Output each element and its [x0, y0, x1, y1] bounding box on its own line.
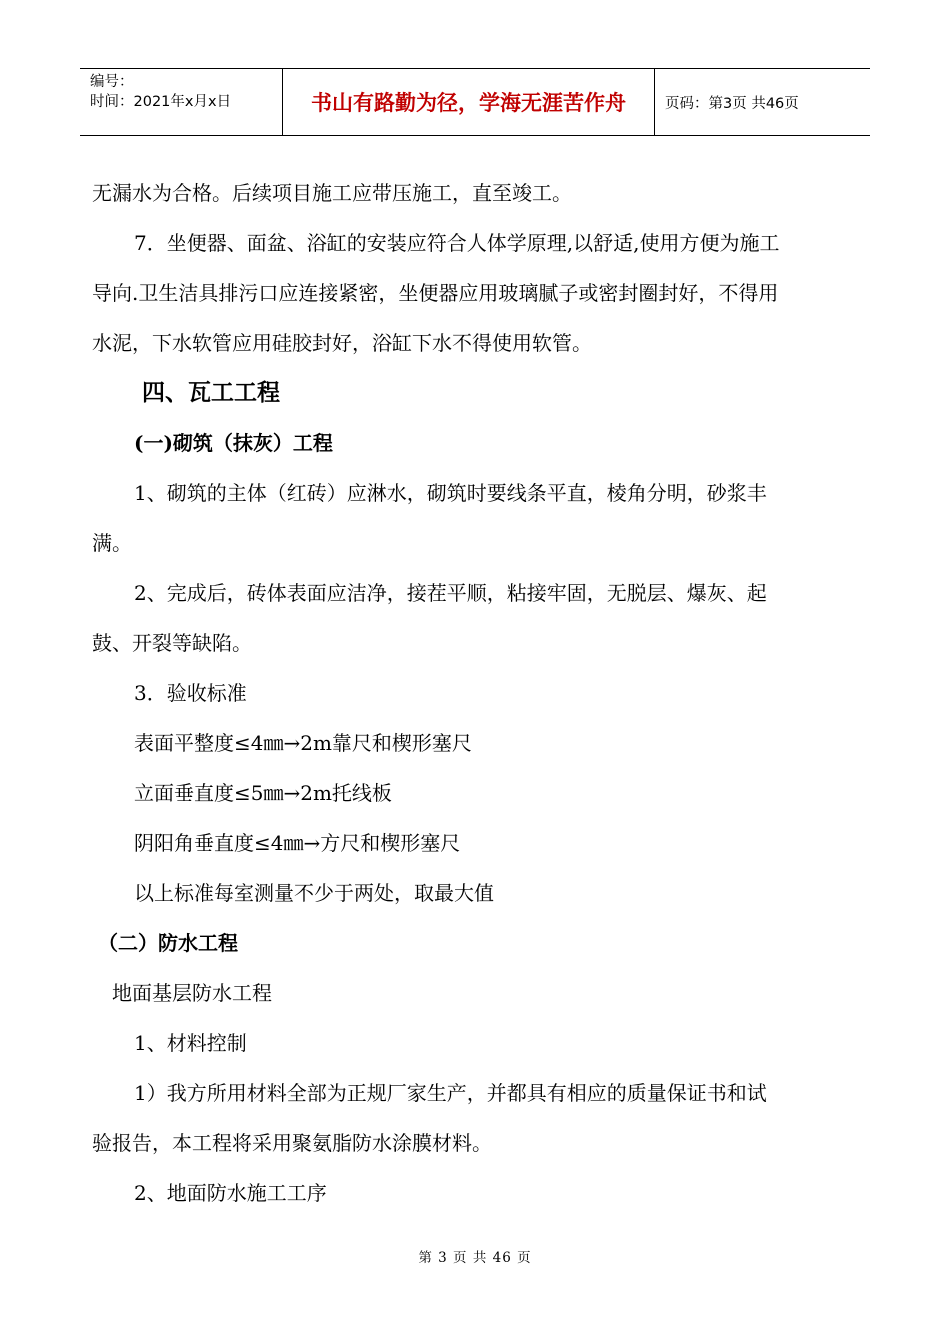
page-info: 页码：第3页 共46页	[665, 95, 799, 112]
standard-item: 阴阳角垂直度≤4㎜→方尺和楔形塞尺	[134, 831, 461, 855]
motto-text: 书山有路勤为径，学海无涯苦作舟	[311, 91, 626, 115]
header-motto-cell	[282, 69, 655, 135]
paragraph-line: 2、完成后，砖体表面应洁净，接茬平顺，粘接牢固，无脱层、爆灰、起	[134, 581, 767, 605]
paragraph-line: 无漏水为合格。后续项目施工应带压施工，直至竣工。	[92, 181, 572, 205]
paragraph-line: 1）我方所用材料全部为正规厂家生产，并都具有相应的质量保证书和试	[134, 1081, 767, 1105]
header-table	[80, 68, 870, 136]
document-body	[92, 168, 862, 1218]
subsection-heading: （二）防水工程	[98, 931, 238, 955]
paragraph-line: 验报告，本工程将采用聚氨脂防水涂膜材料。	[92, 1131, 492, 1155]
paragraph-line: 2、地面防水施工工序	[134, 1181, 327, 1205]
subsection-heading: (一)砌筑（抹灰）工程	[134, 431, 333, 455]
paragraph-line: 以上标准每室测量不少于两处，取最大值	[134, 881, 494, 905]
paragraph-line: 鼓、开裂等缺陷。	[92, 631, 252, 655]
date-label: 时间：2021年x月x日	[90, 94, 232, 110]
paragraph-line: 7．坐便器、面盆、浴缸的安装应符合人体学原理,以舒适,使用方便为施工	[134, 231, 780, 255]
header-left-cell	[80, 69, 282, 135]
paragraph-line: 导向.卫生洁具排污口应连接紧密，坐便器应用玻璃腻子或密封圈封好，不得用	[92, 281, 779, 305]
paragraph-line: 1、材料控制	[134, 1031, 247, 1055]
footer-page-number: 第 3 页 共 46 页	[418, 1250, 532, 1266]
header-page-cell	[655, 69, 870, 135]
paragraph-line: 水泥，下水软管应用硅胶封好，浴缸下水不得使用软管。	[92, 331, 592, 355]
section-heading: 四、瓦工工程	[142, 379, 280, 406]
paragraph-line: 地面基层防水工程	[112, 981, 272, 1005]
paragraph-line: 满。	[92, 531, 132, 555]
standard-item: 表面平整度≤4㎜→2m靠尺和楔形塞尺	[134, 731, 472, 755]
number-label: 编号：	[90, 74, 134, 90]
standard-item: 立面垂直度≤5㎜→2m托线板	[134, 781, 392, 805]
paragraph-line: 1、砌筑的主体（红砖）应淋水，砌筑时要线条平直，棱角分明，砂浆丰	[134, 481, 767, 505]
paragraph-line: 3．验收标准	[134, 681, 247, 705]
page-footer	[0, 1246, 950, 1266]
